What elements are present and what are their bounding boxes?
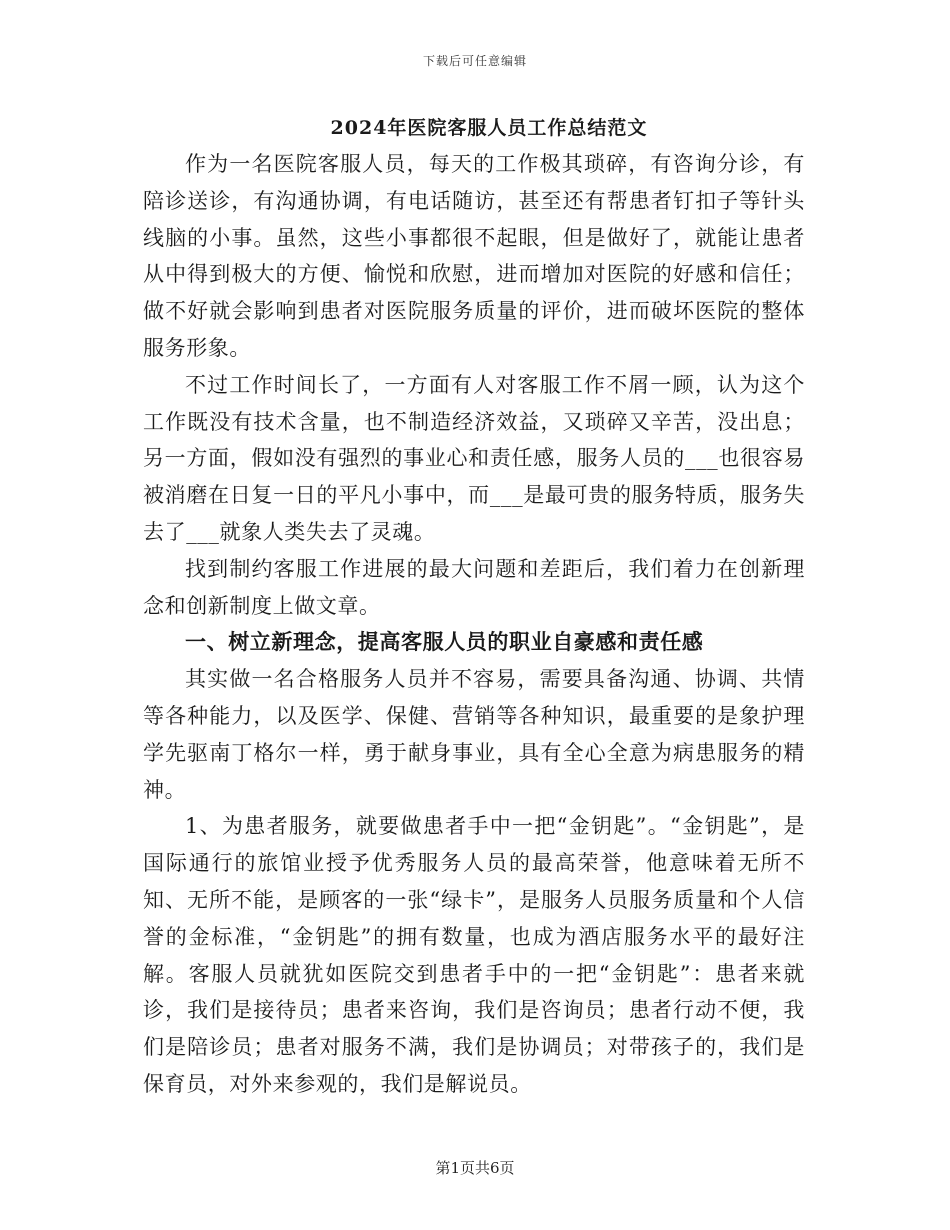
paragraph-approach: 找到制约客服工作进展的最大问题和差距后，我们着力在创新理念和创新制度上做文章。	[143, 556, 805, 618]
document-title: 2024年医院客服人员工作总结范文	[330, 117, 648, 139]
document-body	[143, 112, 805, 1103]
section-heading-1: 一、树立新理念，提高客服人员的职业自豪感和责任感	[185, 629, 704, 655]
paragraph-problems: 不过工作时间长了，一方面有人对客服工作不屑一顾，认为这个工作既没有技术含量，也不制造经济效益，又琐碎又辛苦，没出息；另一方面，假如没有强烈的事业心和责任感，服务人员的___也很容易被消磨在日复一日的平凡小事中，而___是最可贵的服务特质，服务失去了___就象人类失去了灵魂。	[143, 372, 805, 544]
page-number-footer: 第1页共6页	[435, 1159, 515, 1177]
paragraph-intro: 作为一名医院客服人员，每天的工作极其琐碎，有咨询分诊，有陪诊送诊，有沟通协调，有电话随访，甚至还有帮患者钉扣子等针头线脑的小事。虽然，这些小事都很不起眼，但是做好了，就能让患者从中得到极大的方便、愉悦和欣慰，进而增加对医院的好感和信任；做不好就会影响到患者对医院服务质量的评价，进而破坏医院的整体服务形象。	[143, 152, 805, 360]
paragraph-qualifications: 其实做一名合格服务人员并不容易，需要具备沟通、协调、共情等各种能力，以及医学、保健、营销等各种知识，最重要的是象护理学先驱南丁格尔一样，勇于献身事业，具有全心全意为病患服务的精神。	[143, 667, 805, 802]
paragraph-golden-key: 1、为患者服务，就要做患者手中一把“金钥匙”。“金钥匙”，是国际通行的旅馆业授予优秀服务人员的最高荣誉，他意味着无所不知、无所不能，是顾客的一张“绿卡”，是服务人员服务质量和个人信誉的金标准，“金钥匙”的拥有数量，也成为酒店服务水平的最好注解。客服人员就犹如医院交到患者手中的一把“金钥匙”：患者来就诊，我们是接待员；患者来咨询，我们是咨询员；患者行动不便，我们是陪诊员；患者对服务不满，我们是协调员；对带孩子的，我们是保育员，对外来参观的，我们是解说员。	[143, 814, 805, 1096]
header-note: 下载后可任意编辑	[422, 54, 527, 68]
